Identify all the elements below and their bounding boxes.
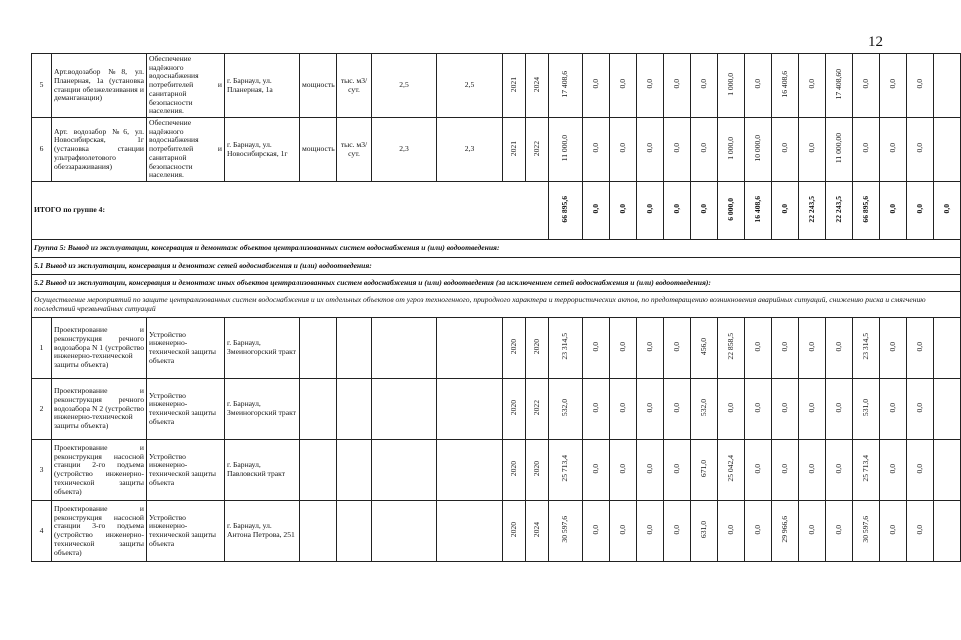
value-cell: 16 408,6: [772, 54, 799, 118]
purpose: Устройство инженерно-технической защиты объекта: [147, 440, 225, 501]
value-cell: 0,0: [583, 440, 610, 501]
value-cell: [934, 54, 961, 118]
value-cell: 0,0: [907, 318, 934, 379]
total-value: 0,0: [664, 182, 691, 240]
value-cell: 0,0: [610, 501, 637, 562]
value-cell: 17 408,60: [826, 54, 853, 118]
parameter: мощность: [300, 54, 337, 118]
value-cell: 29 966,6: [772, 501, 799, 562]
purpose: Обеспечение надёжного водоснабжения потребителей и санитарной безопасности населения.: [147, 54, 225, 118]
value-cell: 532,0: [691, 379, 718, 440]
subgroup-51-heading: 5.1 Вывод из эксплуатации, консервация и демонтаж сетей водоснабжения и (или) водоотведения:: [32, 258, 961, 275]
value-before: 2,5: [372, 54, 437, 118]
value-cell: 0,0: [610, 318, 637, 379]
group5-heading: Группа 5: Вывод из эксплуатации, консервация и демонтаж объектов централизованных систем водоснабжения и (или) водоотведения:: [32, 240, 961, 258]
value-cell: 0,0: [772, 379, 799, 440]
value-cell: 0,0: [853, 54, 880, 118]
value-cell: 0,0: [907, 54, 934, 118]
group-heading-row: [32, 240, 961, 258]
value-cell: 0,0: [853, 118, 880, 182]
value-cell: 0,0: [799, 54, 826, 118]
location: г. Барнаул, ул. Антона Петрова, 251: [225, 501, 300, 562]
value-cell: 0,0: [718, 379, 745, 440]
end-year: 2022: [526, 118, 549, 182]
value-cell: 0,0: [907, 118, 934, 182]
value-before: 2,3: [372, 118, 437, 182]
location: г. Барнаул, Змеиногорский тракт: [225, 318, 300, 379]
value-cell: 0,0: [745, 379, 772, 440]
value-cell: 0,0: [907, 440, 934, 501]
total-value: 0,0: [934, 182, 961, 240]
parameter: [300, 440, 337, 501]
unit: тыс. м3/сут.: [337, 118, 372, 182]
value-cell: 0,0: [691, 118, 718, 182]
unit: [337, 318, 372, 379]
investment-table: [31, 53, 961, 562]
row-number: 1: [32, 318, 52, 379]
object-name: Проектирование и реконструкция речного водозабора N 1 (устройство инженерно-технической защиты объекта): [52, 318, 147, 379]
value-cell: 23 314,5: [549, 318, 583, 379]
page-number: 12: [868, 34, 883, 50]
object-name: Проектирование и реконструкция насосной станции 3-го подъема (устройство инженерно-технической защиты объекта): [52, 501, 147, 562]
row-number: 3: [32, 440, 52, 501]
value-cell: 631,0: [691, 501, 718, 562]
value-cell: 0,0: [637, 440, 664, 501]
value-cell: 0,0: [826, 501, 853, 562]
value-cell: [934, 501, 961, 562]
value-cell: 0,0: [637, 501, 664, 562]
value-cell: [934, 118, 961, 182]
total-value: 16 408,6: [745, 182, 772, 240]
parameter: [300, 501, 337, 562]
total-value: 6 000,0: [718, 182, 745, 240]
table-row: [32, 501, 961, 562]
table-row: [32, 54, 961, 118]
value-cell: 0,0: [799, 118, 826, 182]
value-before: [372, 318, 437, 379]
value-cell: 0,0: [745, 501, 772, 562]
table-row: [32, 440, 961, 501]
total-value: 0,0: [691, 182, 718, 240]
purpose: Устройство инженерно-технической защиты объекта: [147, 318, 225, 379]
value-cell: 456,0: [691, 318, 718, 379]
value-cell: 0,0: [583, 501, 610, 562]
value-cell: 532,0: [549, 379, 583, 440]
value-after: [437, 379, 503, 440]
purpose: Устройство инженерно-технической защиты объекта: [147, 501, 225, 562]
value-cell: 0,0: [745, 318, 772, 379]
location: г. Барнаул, Павловский тракт: [225, 440, 300, 501]
measures-heading: Осуществление мероприятий по защите централизованных систем водоснабжения и их отдельных объектов от угроз техногенного, природного характера и террористических актов, по предотвращению возникновения аварийных ситуаций, снижению риска и смягчению последствий чрезвычайных ситуаций: [32, 292, 961, 318]
end-year: 2020: [526, 318, 549, 379]
value-cell: 25 713,4: [549, 440, 583, 501]
object-name: Проектирование и реконструкция насосной станции 2-го подъема (устройство инженерно-технической защиты объекта): [52, 440, 147, 501]
table-row: [32, 379, 961, 440]
value-cell: 1 000,0: [718, 54, 745, 118]
value-cell: 0,0: [880, 379, 907, 440]
value-cell: 0,0: [664, 379, 691, 440]
value-cell: 0,0: [664, 118, 691, 182]
value-after: [437, 440, 503, 501]
object-name: Арт.водозабор №8, ул. Планерная, 1а (установка станции обезжелезивания и деманганации): [52, 54, 147, 118]
row-number: 6: [32, 118, 52, 182]
parameter: [300, 379, 337, 440]
value-cell: 0,0: [610, 54, 637, 118]
value-cell: 0,0: [637, 54, 664, 118]
value-cell: 0,0: [772, 318, 799, 379]
purpose: Устройство инженерно-технической защиты объекта: [147, 379, 225, 440]
start-year: 2021: [503, 54, 526, 118]
value-cell: 0,0: [637, 379, 664, 440]
value-cell: 0,0: [772, 118, 799, 182]
unit: [337, 501, 372, 562]
value-cell: 0,0: [610, 118, 637, 182]
value-cell: 0,0: [691, 54, 718, 118]
purpose: Обеспечение надёжного водоснабжения потребителей и санитарной безопасности населения.: [147, 118, 225, 182]
value-cell: 0,0: [637, 318, 664, 379]
end-year: 2024: [526, 54, 549, 118]
parameter: мощность: [300, 118, 337, 182]
start-year: 2020: [503, 318, 526, 379]
value-cell: 11 000,0: [549, 118, 583, 182]
start-year: 2020: [503, 379, 526, 440]
total-value: 0,0: [637, 182, 664, 240]
table-row: [32, 118, 961, 182]
object-name: Арт. водозабор №6, ул. Новосибирская, 1г (установка станции ультрафиолетового обеззараживания): [52, 118, 147, 182]
subgroup-52-heading: 5.2 Вывод из эксплуатации, консервация и демонтаж иных объектов централизованных систем водоснабжения и (или) водоотведения (за исключением сетей водоснабжения и (или) водоотведения):: [32, 275, 961, 292]
row-number: 4: [32, 501, 52, 562]
value-cell: 30 597,6: [549, 501, 583, 562]
end-year: 2020: [526, 440, 549, 501]
start-year: 2020: [503, 501, 526, 562]
value-cell: 0,0: [718, 501, 745, 562]
value-cell: 0,0: [907, 501, 934, 562]
group-heading-row: [32, 292, 961, 318]
value-cell: 0,0: [799, 318, 826, 379]
value-cell: 0,0: [772, 440, 799, 501]
value-after: [437, 501, 503, 562]
value-cell: 0,0: [664, 501, 691, 562]
value-cell: 17 408,6: [549, 54, 583, 118]
unit: тыс. м3/сут.: [337, 54, 372, 118]
value-cell: [934, 440, 961, 501]
value-cell: 25 042,4: [718, 440, 745, 501]
value-cell: 0,0: [583, 318, 610, 379]
value-cell: 0,0: [583, 54, 610, 118]
location: г. Барнаул, ул. Новосибирская, 1г: [225, 118, 300, 182]
value-after: 2,3: [437, 118, 503, 182]
value-cell: 22 858,5: [718, 318, 745, 379]
value-cell: 0,0: [826, 440, 853, 501]
value-cell: 0,0: [745, 54, 772, 118]
value-cell: 0,0: [880, 318, 907, 379]
value-cell: 0,0: [664, 318, 691, 379]
value-cell: 0,0: [610, 440, 637, 501]
value-cell: 0,0: [880, 54, 907, 118]
value-cell: 0,0: [583, 379, 610, 440]
value-cell: 531,0: [853, 379, 880, 440]
location: г. Барнаул, Змеиногорский тракт: [225, 379, 300, 440]
value-cell: 0,0: [664, 440, 691, 501]
value-after: 2,5: [437, 54, 503, 118]
value-cell: 0,0: [799, 501, 826, 562]
start-year: 2020: [503, 440, 526, 501]
value-cell: 23 314,5: [853, 318, 880, 379]
group-heading-row: [32, 275, 961, 292]
value-cell: 0,0: [826, 318, 853, 379]
group-heading-row: [32, 258, 961, 275]
row-number: 2: [32, 379, 52, 440]
value-cell: 30 597,6: [853, 501, 880, 562]
value-cell: 0,0: [880, 501, 907, 562]
table-row: [32, 318, 961, 379]
row-number: 5: [32, 54, 52, 118]
value-after: [437, 318, 503, 379]
total-value: 66 895,6: [549, 182, 583, 240]
value-cell: 0,0: [637, 118, 664, 182]
total-value: 0,0: [880, 182, 907, 240]
value-cell: 0,0: [745, 440, 772, 501]
total-label: ИТОГО по группе 4:: [32, 182, 549, 240]
end-year: 2022: [526, 379, 549, 440]
unit: [337, 440, 372, 501]
value-cell: 1 000,0: [718, 118, 745, 182]
start-year: 2021: [503, 118, 526, 182]
total-value: 0,0: [610, 182, 637, 240]
total-row: [32, 182, 961, 240]
value-cell: 671,0: [691, 440, 718, 501]
value-cell: 0,0: [583, 118, 610, 182]
value-cell: 0,0: [799, 379, 826, 440]
total-value: 66 895,6: [853, 182, 880, 240]
value-cell: 10 000,0: [745, 118, 772, 182]
value-cell: 0,0: [826, 379, 853, 440]
value-cell: 11 000,00: [826, 118, 853, 182]
end-year: 2024: [526, 501, 549, 562]
total-value: 0,0: [907, 182, 934, 240]
value-cell: 0,0: [610, 379, 637, 440]
object-name: Проектирование и реконструкция речного водозабора N 2 (устройство инженерно-технической защиты объекта): [52, 379, 147, 440]
unit: [337, 379, 372, 440]
value-cell: [934, 318, 961, 379]
value-cell: 0,0: [799, 440, 826, 501]
value-before: [372, 440, 437, 501]
value-cell: 0,0: [880, 440, 907, 501]
value-cell: 0,0: [907, 379, 934, 440]
value-cell: [934, 379, 961, 440]
value-cell: 25 713,4: [853, 440, 880, 501]
total-value: 0,0: [772, 182, 799, 240]
value-cell: 0,0: [880, 118, 907, 182]
value-before: [372, 501, 437, 562]
total-value: 22 243,5: [799, 182, 826, 240]
total-value: 22 243,5: [826, 182, 853, 240]
value-cell: 0,0: [664, 54, 691, 118]
total-value: 0,0: [583, 182, 610, 240]
parameter: [300, 318, 337, 379]
location: г. Барнаул, ул. Планерная, 1а: [225, 54, 300, 118]
value-before: [372, 379, 437, 440]
